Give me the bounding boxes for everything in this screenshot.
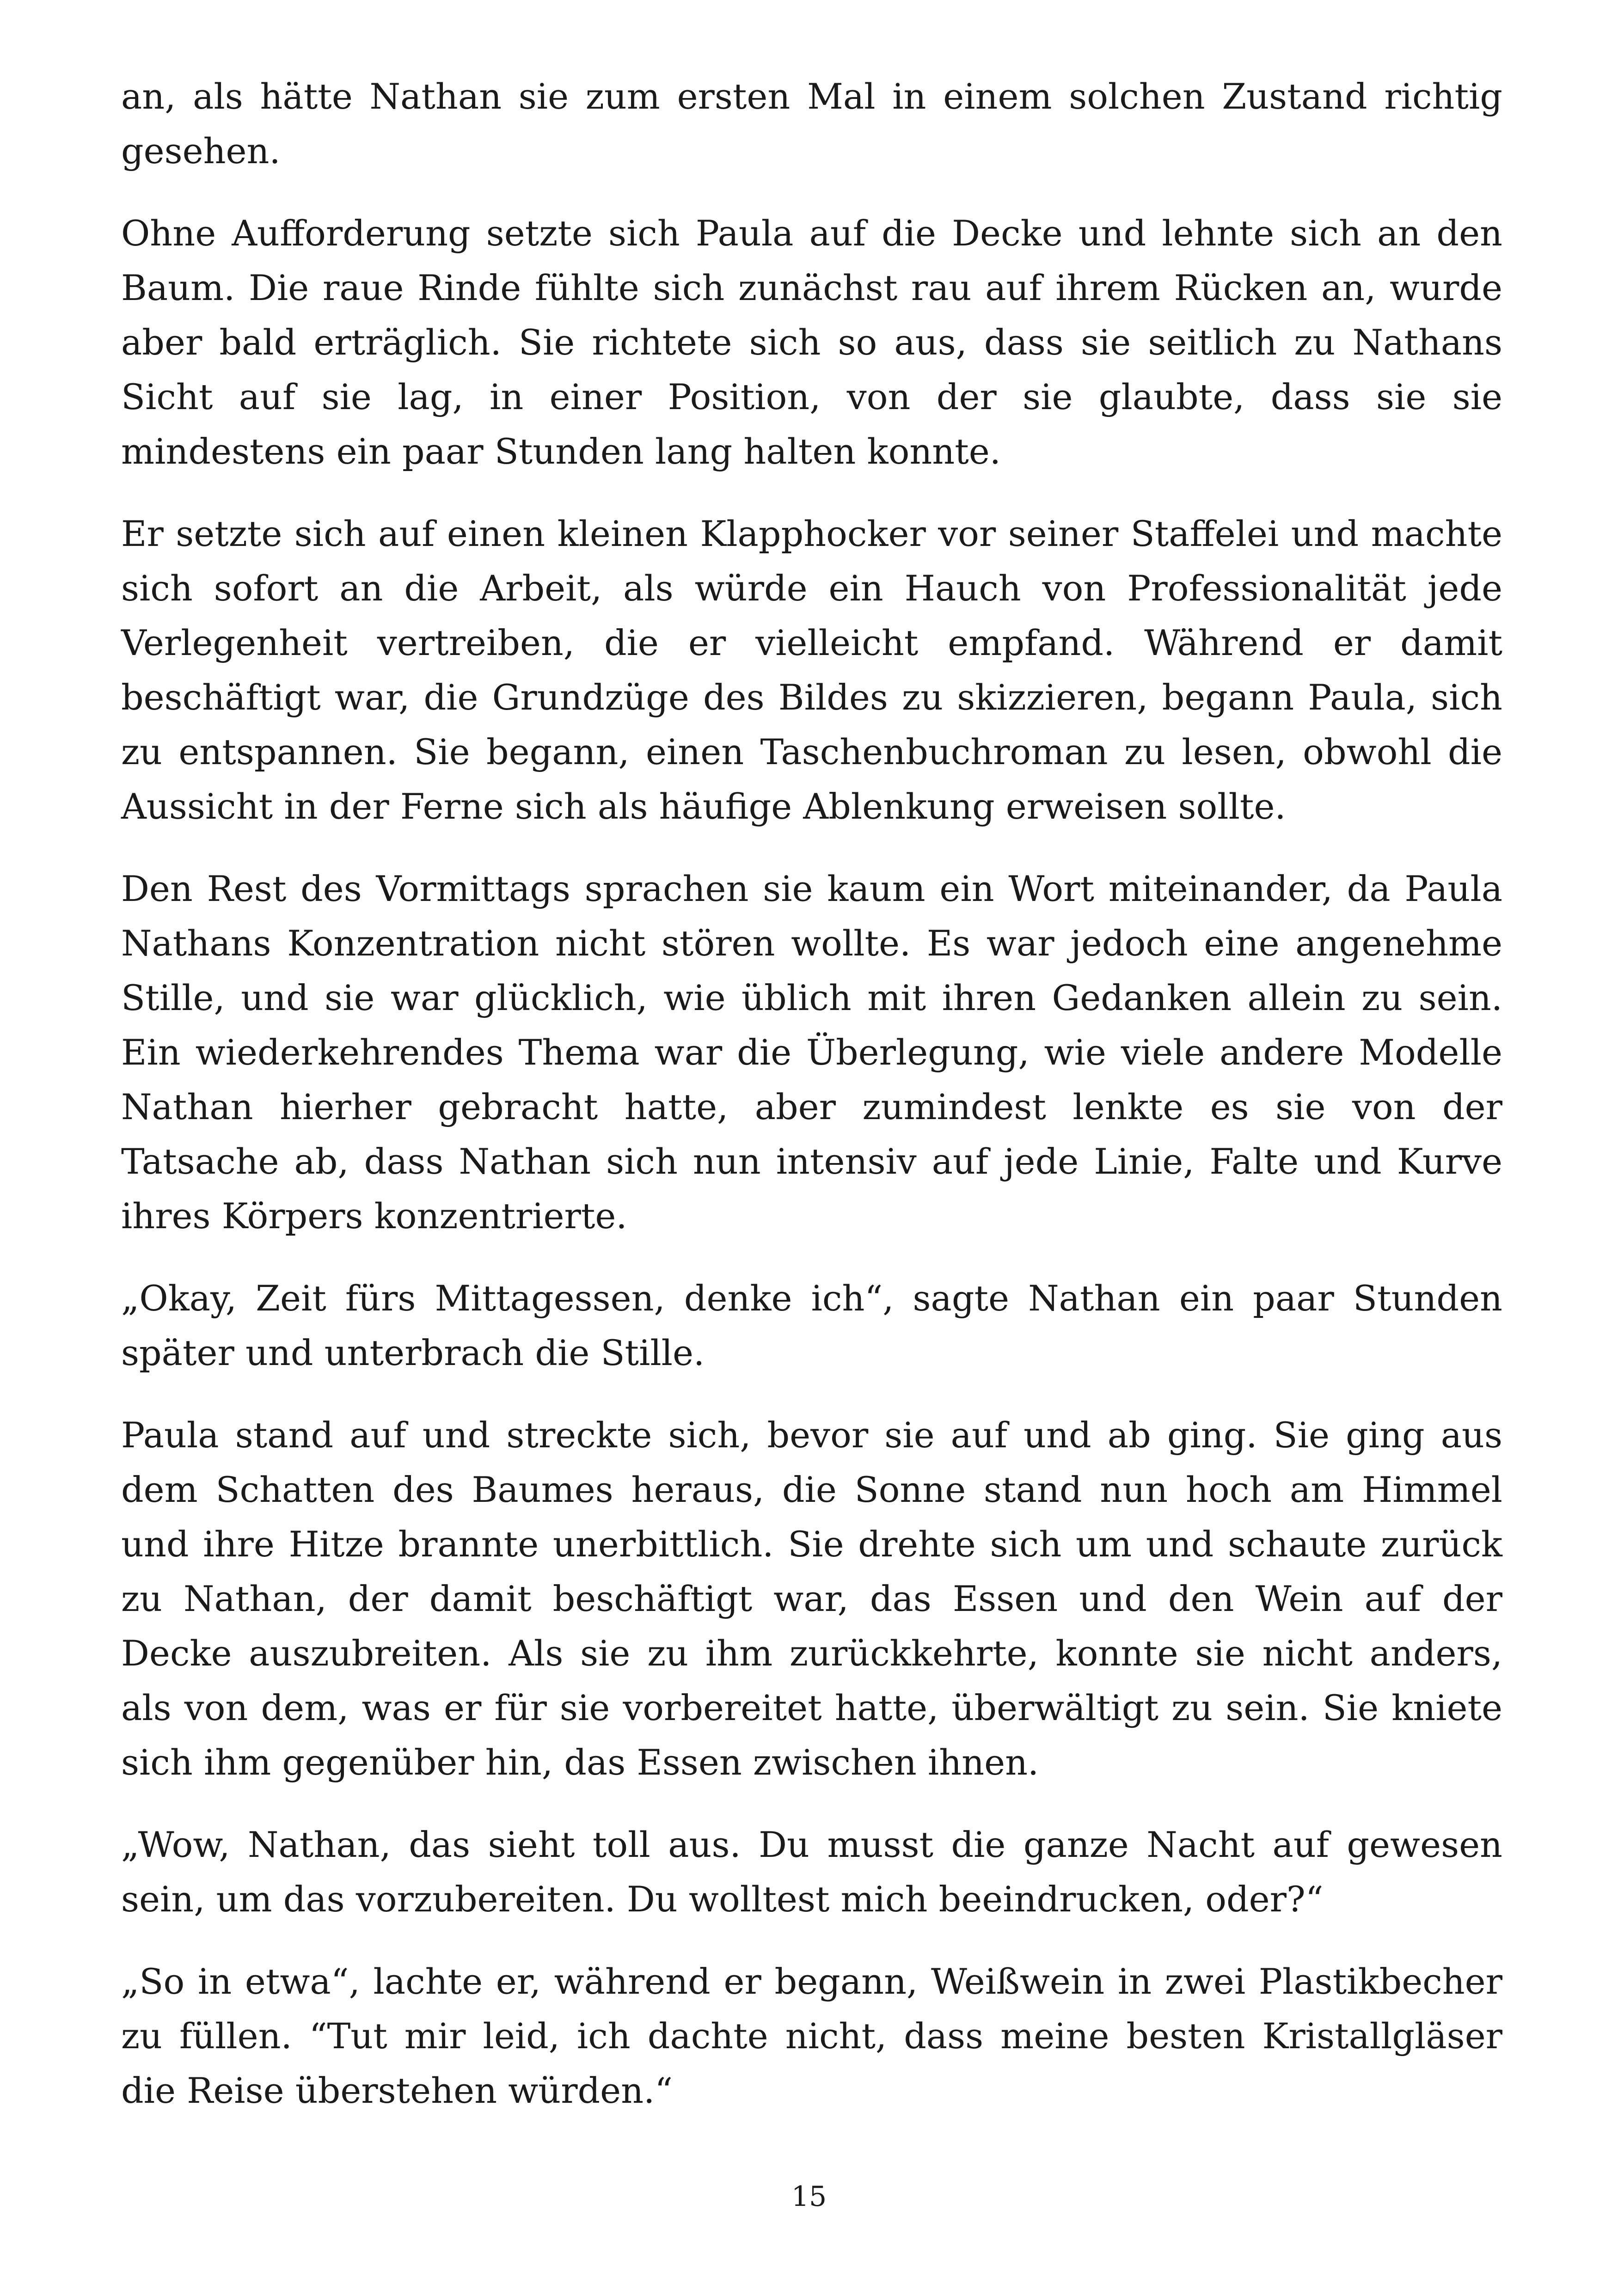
document-page xyxy=(121,69,1502,2146)
paragraph-1: an, als hätte Nathan sie zum ersten Mal in einem solchen Zustand richtig gesehen. xyxy=(121,76,1502,171)
paragraph-4: Den Rest des Vormittags sprachen sie kaum ein Wort miteinander, da Paula Nathans Konzentration nicht stören wollte. Es war jedoch eine angenehme Stille, und sie war glücklich, wie üblich mit ihren Gedanken allein zu sein. Ein wiederkehrendes Thema war die Überlegung, wie viele andere Modelle Nathan hierher gebracht hatte, aber zumindest lenkte es sie von der Tatsache ab, dass Nathan sich nun intensiv auf jede Linie, Falte und Kurve ihres Körpers konzentrierte. xyxy=(121,868,1502,1237)
paragraph-2: Ohne Aufforderung setzte sich Paula auf die Decke und lehnte sich an den Baum. Die raue Rinde fühlte sich zunächst rau auf ihrem Rücken an, wurde aber bald erträglich. Sie richtete sich so aus, dass sie seitlich zu Nathans Sicht auf sie lag, in einer Position, von der sie glaubte, dass sie sie mindestens ein paar Stunden lang halten konnte. xyxy=(121,213,1502,472)
paragraph-3: Er setzte sich auf einen kleinen Klapphocker vor seiner Staffelei und machte sich sofort an die Arbeit, als würde ein Hauch von Professionalität jede Verlegenheit vertreiben, die er vielleicht empfand. Während er damit beschäftigt war, die Grundzüge des Bildes zu skizzieren, begann Paula, sich zu entspannen. Sie begann, einen Taschenbuchroman zu lesen, obwohl die Aussicht in der Ferne sich als häufige Ablenkung erweisen sollte. xyxy=(121,513,1502,827)
page-number: 15 xyxy=(791,2180,827,2213)
paragraph-6: Paula stand auf und streckte sich, bevor sie auf und ab ging. Sie ging aus dem Schatten des Baumes heraus, die Sonne stand nun hoch am Himmel und ihre Hitze brannte unerbittlich. Sie drehte sich um und schaute zurück zu Nathan, der damit beschäftigt war, das Essen und den Wein auf der Decke auszubreiten. Als sie zu ihm zurückkehrte, konnte sie nicht anders, als von dem, was er für sie vorbereitet hatte, überwältigt zu sein. Sie kniete sich ihm gegenüber hin, das Essen zwischen ihnen. xyxy=(121,1414,1502,1783)
paragraph-7: „Wow, Nathan, das sieht toll aus. Du musst die ganze Nacht auf gewesen sein, um das vorzubereiten. Du wolltest mich beeindrucken, oder?“ xyxy=(121,1824,1502,1920)
paragraph-8: „So in etwa“, lachte er, während er begann, Weißwein in zwei Plastikbecher zu füllen. “Tut mir leid, ich dachte nicht, dass meine besten Kristallgläser die Reise überstehen würden.“ xyxy=(121,1961,1502,2111)
paragraph-5: „Okay, Zeit fürs Mittagessen, denke ich“, sagte Nathan ein paar Stunden später und unterbrach die Stille. xyxy=(121,1278,1502,1373)
